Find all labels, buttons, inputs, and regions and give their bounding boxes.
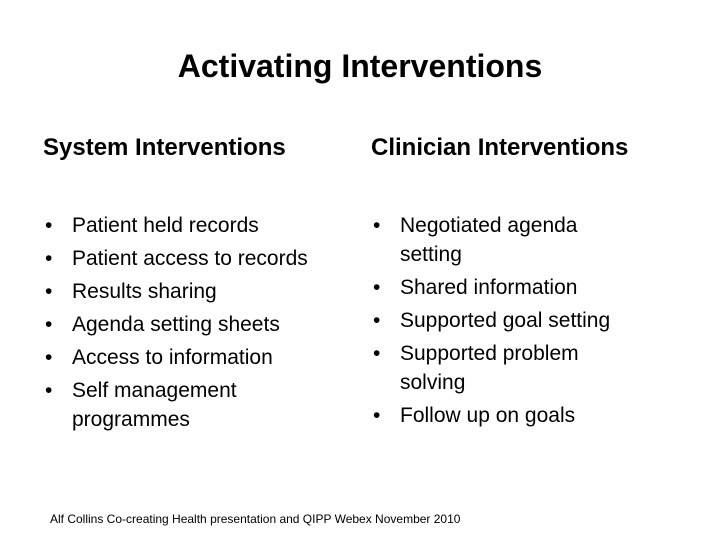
list-item — [43, 209, 353, 242]
list-item-text: Shared information — [400, 276, 578, 299]
list-item-text: Access to information — [72, 346, 273, 369]
list-item-text: Supported problem — [400, 342, 579, 365]
list-item-text: Patient held records — [72, 214, 259, 237]
bullet-icon: • — [373, 214, 381, 237]
list-item — [371, 209, 671, 271]
list-item-text-continuation: programmes — [72, 408, 190, 431]
list-item — [43, 374, 353, 436]
clinician-interventions-list — [371, 209, 671, 432]
footer-citation: Alf Collins Co-creating Health presentation and QIPP Webex November 2010 — [50, 512, 461, 526]
bullet-icon: • — [45, 379, 53, 402]
list-item-text: Negotiated agenda — [400, 214, 578, 237]
system-interventions-heading: System Interventions — [43, 134, 286, 161]
list-item — [43, 341, 353, 374]
bullet-icon: • — [373, 404, 381, 427]
list-item-text: Self management — [72, 379, 237, 402]
bullet-icon: • — [373, 309, 381, 332]
list-item — [371, 399, 671, 432]
bullet-icon: • — [373, 342, 381, 365]
list-item-text: Patient access to records — [72, 247, 308, 270]
bullet-icon: • — [373, 276, 381, 299]
list-item-text-continuation: solving — [400, 371, 466, 394]
clinician-interventions-heading: Clinician Interventions — [371, 134, 629, 161]
list-item — [371, 337, 671, 399]
bullet-icon: • — [45, 313, 53, 336]
bullet-icon: • — [45, 346, 53, 369]
list-item-text: Agenda setting sheets — [72, 313, 280, 336]
list-item-text-continuation: setting — [400, 243, 462, 266]
bullet-icon: • — [45, 214, 53, 237]
list-item — [371, 304, 671, 337]
list-item — [43, 275, 353, 308]
list-item-text: Results sharing — [72, 280, 217, 303]
list-item — [371, 271, 671, 304]
list-item — [43, 308, 353, 341]
list-item-text: Follow up on goals — [400, 404, 576, 427]
bullet-icon: • — [45, 247, 53, 270]
list-item — [43, 242, 353, 275]
list-item-text: Supported goal setting — [400, 309, 611, 332]
bullet-icon: • — [45, 280, 53, 303]
system-interventions-list — [43, 209, 353, 436]
slide-title: Activating Interventions — [177, 48, 543, 84]
